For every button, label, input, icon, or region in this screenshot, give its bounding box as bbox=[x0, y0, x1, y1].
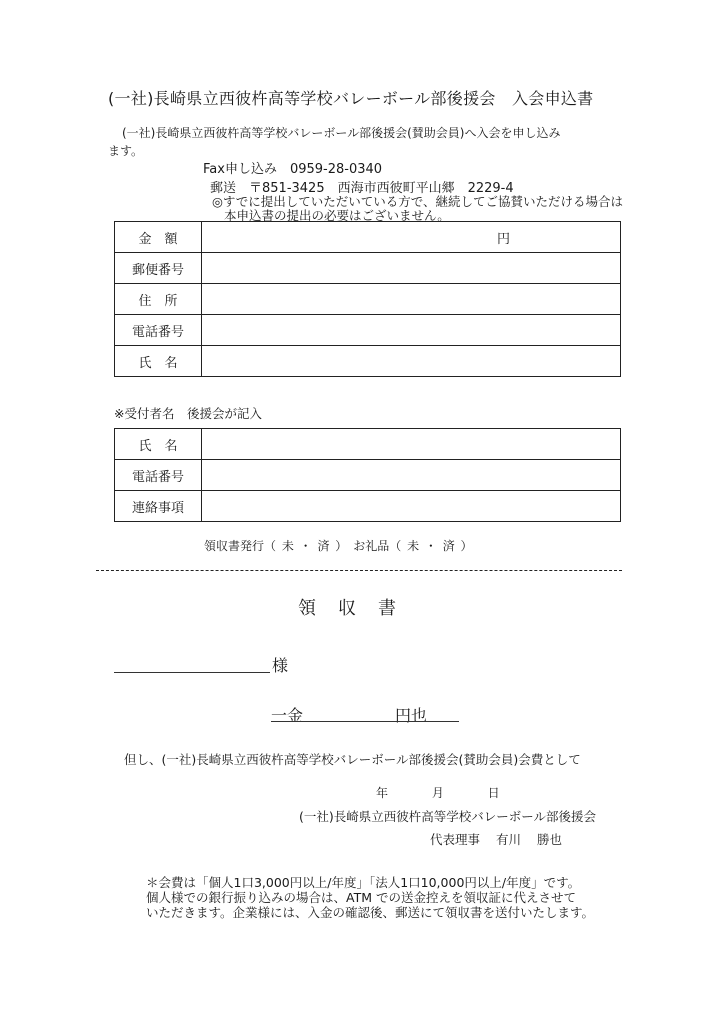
intro-text-line1: (一社)長崎県立西彼杵高等学校バレーボール部後援会(賛助会員)へ入会を申し込み bbox=[122, 126, 561, 140]
cut-line bbox=[96, 570, 622, 571]
name-field[interactable] bbox=[202, 346, 621, 377]
amount-prefix: 一金 bbox=[271, 706, 304, 725]
form-row-postal bbox=[115, 253, 621, 284]
footer-note-line1: ＊会費は「個人1口3,000円以上/年度」「法人1口10,000円以上/年度」です。 bbox=[146, 875, 581, 890]
form-row-phone bbox=[115, 315, 621, 346]
contact-notes-field[interactable] bbox=[202, 491, 621, 522]
mail-address: 郵送 〒851-3425 西海市西彼町平山郷 2229-4 bbox=[210, 181, 514, 196]
intro-text-line2: ます。 bbox=[108, 144, 144, 158]
amount-label: 金 額 bbox=[115, 222, 202, 253]
staff-section-heading: ※受付者名 後援会が記入 bbox=[114, 406, 262, 421]
staff-table bbox=[114, 428, 621, 522]
staff-phone-field[interactable] bbox=[202, 460, 621, 491]
form-title: (一社)長崎県立西彼杵高等学校バレーボール部後援会 入会申込書 bbox=[108, 89, 594, 108]
phone-field[interactable] bbox=[202, 315, 621, 346]
receipt-title: 領収書 bbox=[298, 598, 418, 619]
receipt-purpose: 但し、(一社)長崎県立西彼杵高等学校バレーボール部後援会(賛助会員)会費として bbox=[124, 752, 581, 767]
footer-note-line3: いただきます。企業様には、入金の確認後、郵送にて領収書を送付いたします。 bbox=[146, 905, 595, 920]
receipt-date: 年 月 日 bbox=[376, 786, 500, 800]
receipt-amount bbox=[271, 703, 427, 726]
continuation-note-line1: ◎すでに提出していただいている方で、継続してご協賛いただける場合は bbox=[212, 194, 624, 209]
postal-code-label: 郵便番号 bbox=[115, 253, 202, 284]
issuer-organization: (一社)長崎県立西彼杵高等学校バレーボール部後援会 bbox=[299, 809, 597, 824]
staff-row-phone bbox=[115, 460, 621, 491]
address-field[interactable] bbox=[202, 284, 621, 315]
staff-phone-label: 電話番号 bbox=[115, 460, 202, 491]
yen-unit: 円 bbox=[497, 232, 511, 247]
form-row-amount bbox=[115, 222, 621, 253]
amount-suffix: 円也 bbox=[395, 706, 428, 725]
staff-row-notes bbox=[115, 491, 621, 522]
address-label: 住 所 bbox=[115, 284, 202, 315]
form-row-name bbox=[115, 346, 621, 377]
representative: 代表理事 有川 勝也 bbox=[430, 832, 562, 847]
amount-underline bbox=[271, 721, 459, 722]
application-form-table bbox=[114, 221, 621, 377]
contact-notes-label: 連絡事項 bbox=[115, 491, 202, 522]
phone-label: 電話番号 bbox=[115, 315, 202, 346]
footer-note-line2: 個人様での銀行振り込みの場合は、ATM での送金控えを領収証に代えさせて bbox=[146, 890, 576, 905]
form-row-address bbox=[115, 284, 621, 315]
fax-info: Fax申し込み 0959-28-0340 bbox=[203, 162, 383, 177]
continuation-note-line2: 本申込書の提出の必要はございません。 bbox=[224, 208, 450, 223]
honorific: 様 bbox=[272, 656, 289, 675]
staff-name-field[interactable] bbox=[202, 429, 621, 460]
postal-code-field[interactable] bbox=[202, 253, 621, 284]
staff-row-name bbox=[115, 429, 621, 460]
receipt-status-line: 領収書発行（ 未 ・ 済 ） お礼品（ 未 ・ 済 ） bbox=[204, 539, 473, 553]
name-label: 氏 名 bbox=[115, 346, 202, 377]
staff-name-label: 氏 名 bbox=[115, 429, 202, 460]
recipient-name-line bbox=[114, 672, 270, 673]
amount-field[interactable] bbox=[202, 222, 621, 253]
